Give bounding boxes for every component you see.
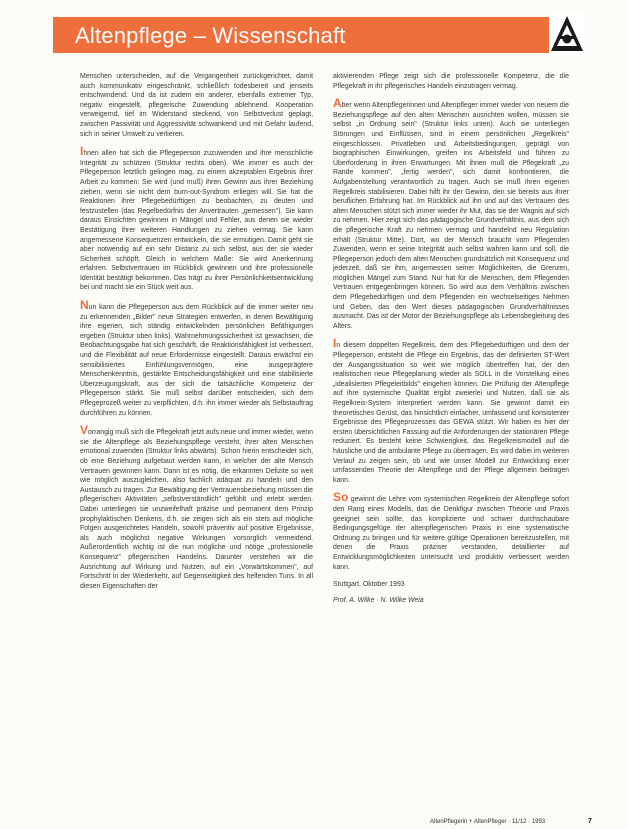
drop-initial: So xyxy=(333,490,349,505)
author-names: Prof. A. Wilke · N. Wilke Weia xyxy=(333,596,424,604)
paragraph-text: orrangig muß sich die Pflegekraft jetzt aufs neue und immer wieder, wenn sie die Altenpflege als Beziehungspflege versteht, ihrer alten Menschen emotional zuwenden (Struktur links abwärts). Schon hierin entscheidet sich, ob eine Beziehung aufgebaut werden kann, in welcher der alte Mensch Vertrauen gewinnen kann. Dann ist es nötig, die erkannten Defizite so weit wie möglich auszugleichen, also fachlich adäquat zu handeln und den Austausch zu tragen. Zur Bewältigung der Vertrauensbeziehung müssen die pflegerischen Aktivitäten „selbstverständlich" gefühlt und erlebt werden. Dabei unterliegen sie unzweifelhaft präzise und permanent dem Prinzip prophylaktischen Denkens, d.h. sie zeigen sich als ein stets auf mögliche Folgen ausgerichtetes Handeln, sowohl präventiv auf positive Ergebnisse, als auch möglichst negative Wirkungen vorsorglich vermeidend. Außerordentlich wichtig ist die nun mögliche und nötige „professionelle Konsequenz" pflegerischen Handelns. Darunter verstehen wir die Ausrichtung auf Wirkung und Nutzen, auf ein „Vorwärtskommen", auf Fortschritt in der Wiederkehr, auf Gegenseitigkeit des helfenden Tuns. In all diesen Eigenschaften der xyxy=(80,429,313,590)
header-bar xyxy=(53,17,575,53)
drop-initial: I xyxy=(80,144,84,159)
paragraph-text: aktivierenden Pflege zeigt sich die professionelle Kompetenz, die die Pflegekraft in ihr pflegerisches Handeln einzutragen vermag. xyxy=(333,73,569,90)
paragraph xyxy=(80,144,313,293)
paragraph xyxy=(80,423,313,591)
paragraph-text: n diesem doppelten Regelkreis, dem des Pflegebedürftigen und dem der Pflegeperson, entsteht die Pflege ein Ergebnis, das der definierten ST-Wert der Ausgangssituation so weit wie möglich übertreffen hat, der den realistischen neue Pflegeplanung wieder als SOLL in die Vorstellung eines „idealisierten Pflegeleitbilds" eingehen können. Die Prüfung der Altenpflege auf ihre systemische Qualität ergibt zweierlei und Nutzen, daß sie als Regelkreis-System interpretiert werden kann. Sie gewinnt damit ein theoretisches Gerüst, das hinsichtlich einfacher, umfassend und konsistenter Ergebnisse des Pflegeprozesses das GEWA stützt. Wir haben es hier der ersten übersichtlichen Fassung auf die Anforderungen der stationären Pflege reduziert. Es besteht keine Schwierigkeit, das Regelkreismodell auf die häusliche und die ambulante Pflege zu übertragen. Es wird dabei im weiteren Verlauf zu zeigen sein, ob und wie unser Modell zur Entwicklung einer umfassenden Theorie der Altenpflege und der Pflege allgemein beitragen kann. xyxy=(333,342,569,484)
right-column xyxy=(333,70,569,775)
drop-initial: N xyxy=(80,298,89,313)
paragraph-text: gewinnt die Lehre vom systemischen Regelkreis der Altenpflege sofort den Rang eines Modells, das die Denkfigur zwischen Theorie und Praxis geeignet sein sollte, das komplizierte und schwer durchschaubare Bedingungsgefüge der altenpflegerischen Praxis in eine systematische Ordnung zu bringen und für weitere gültige Operationen bereitzustellen, mit denen die Praxis präziser verstanden, detaillierter auf Entwicklungsmöglichkeiten untersucht und produktiv verbessert werden kann. xyxy=(333,496,569,571)
left-column xyxy=(80,70,313,784)
drop-initial: A xyxy=(333,96,342,111)
paragraph-text: hnen allen hat sich die Pflegeperson zuzuwenden und ihre menschliche Integrität zu schützen (Struktur rechts oben). Wie immer es auch der Pflegeperson letztlich gelingen mag, zu einem akzeptablen Ergebnis ihrer Arbeit zu kommen: Sie wird (und muß) ihren Gewinn aus ihrer Beziehung ziehen, wenn sie nicht dem burn-out-Syndrom erliegen will. Sie hat die Reaktionen ihrer Pflegebedürftigen zu beobachten, zu deuten und festzustellen (das Regelbedürfnis der Anvertrauten „gemessen"). Sie kann daraus Einsichten gewinnen in Mängel und Fehler, aus denen sie wieder Bestätigung ihrer weiteren Handlungen zu ziehen vermag. Sie kann angemessene Konsequenzen entwickeln, die sie ermutigen. Damit geht sie aber notwendig auf ein sehr Distanz zu sich selbst, aus der sie wieder Sicherheit schöpft. Gleich in welchem Maße: Sie wird Anerkennung erfahren. Selbstvertrauen im Rückblick gewinnen und ihre professionelle Identität bestätigt bekommen. Das trägt zu ihrer Persönlichkeitsentwicklung bei und macht sie ein Stück weit aus. xyxy=(80,150,313,292)
triangle-logo-icon xyxy=(549,13,585,57)
drop-initial: I xyxy=(333,336,337,351)
drop-initial: V xyxy=(80,423,89,438)
paragraph-text: Menschen unterscheiden, auf die Vergangenheit zurückgerichtet, damit auch kommunikativ eingeschränkt, schließlich todesbereit und jenseits entschwindend. Und da ist zudem ein anderer, ebenfalls extremer Typ, negativ eingestellt, pflegerische Zuwendung ablehnend. Kooperation verweigernd, tief im Widerstand steckend, von Selbstverlust geplagt, zwischen Passivität und Aggressivität schwankend und mit Gefahr laufend, sich in seiner Umwelt zu verlieren. xyxy=(80,73,313,138)
paragraph xyxy=(333,490,569,572)
journal-footer: AltenPflegerin + AltenPfleger · 11/12 · 1993 xyxy=(430,819,546,825)
page-number: 7 xyxy=(588,818,592,825)
page-title: Altenpflege – Wissenschaft xyxy=(75,23,346,48)
paragraph-text: ber wenn Altenpflegerinnen und Altenpfleger immer wieder von neuem die Beziehungspflege auf den alten Menschen ausrichten wollen, müssen sie selbst „in Ordnung sein" (Struktur links unten). Auch sie unterliegen Störungen und Einflüssen, sind in einem persönlichen „Regelkreis" eingeschlossen. Privatleben und Arbeitsbedingungen, geprägt von biographischen Einwirkungen, greifen ins Arbeitsfeld und führen zu Überforderung in ihren Erwartungen. Mit ihnen muß die Pflegekraft „zu Rande kommen", „fertig werden", sich damit konfrontieren, die Aufgabenstellung verantwortlich zu tragen. Auch sie muß ihren eigenen Regelkreis stabilisieren. Dabei hilft ihr der Gewinn, den sie bereits aus ihrer beruflichen Erfahrung hat. Im Rückblick auf ihn und auf das Vertrauen des alten Menschen stützt sich immer wieder ihr Mut, das sie der Wagnis auf sich zu nehmen. Hier zeigt sich das pädagogische Grundverhältnis, aus dem sich die pflegerische Kraft zu nehmen vermag und handelnd neu Regulation erhält (Struktur Mitte). Dort, wo der Mensch braucht vom Pflegenden Zuwenden, wenn er seine Integrität auch selbst wahren kann und soll, die Pflegeperson jedoch dem alten Menschen grundsätzlich mit Konsequenz und jederzeit, daß sie ihm, angemessen seiner Möglichkeiten, die Grenzen, möglichen Mängel zum Stand. Nur hat für die Menschen, dem Pflegenden Vertrauen entgegenbringen können. So wird aus dem Verhältnis zwischen dem Pflegebedürftigen und dem Pflegenden ein wechselseitiges Nehmen und Geben, das den Wert dieses pädagogischen Grundverhältnisses ausmacht. Das ist der Motor der Beziehungspflege als Lebensbegleitung des Alters. xyxy=(333,102,569,330)
paragraph xyxy=(333,70,569,91)
paragraph-text: un kann die Pflegeperson aus dem Rückblick auf die immer weiter neu zu erkennenden „Bilder" neue Strategien entwerfen, in denen Bewältigung ihre eigenen, sich ständig entwickelnden persönlichen Befähigungen ergeben (Struktur oben links). Wahrnehmungssicherheit ist gewachsen, die Beobachtungsgabe hat sich geschärft, die Reaktionsfähigkeit ist verbessert, und die Flexibilität auf neue Erfordernisse eingestellt. Daraus erwächst ein sensibilisiertes Einfühlungsvermögen, eine ausgeprägtere Menschenkenntnis, gestärkte Entscheidungsfähigkeit und eine stabilisierte Überzeugungskraft, aus der sich die tatsächliche Kompetenz der Pflegeperson stärkt. Sie muß selbst darüber entscheiden, sich dem Pflegeprozeß weiter zu verpflichten, d.h. ihn immer wieder als Selbstauftrag durchführen zu können. xyxy=(80,304,313,417)
place-date: Stuttgart, Oktober 1993 xyxy=(333,581,405,589)
paragraph xyxy=(333,96,569,331)
paragraph xyxy=(333,336,569,485)
paragraph xyxy=(80,298,313,418)
paragraph xyxy=(80,70,313,139)
